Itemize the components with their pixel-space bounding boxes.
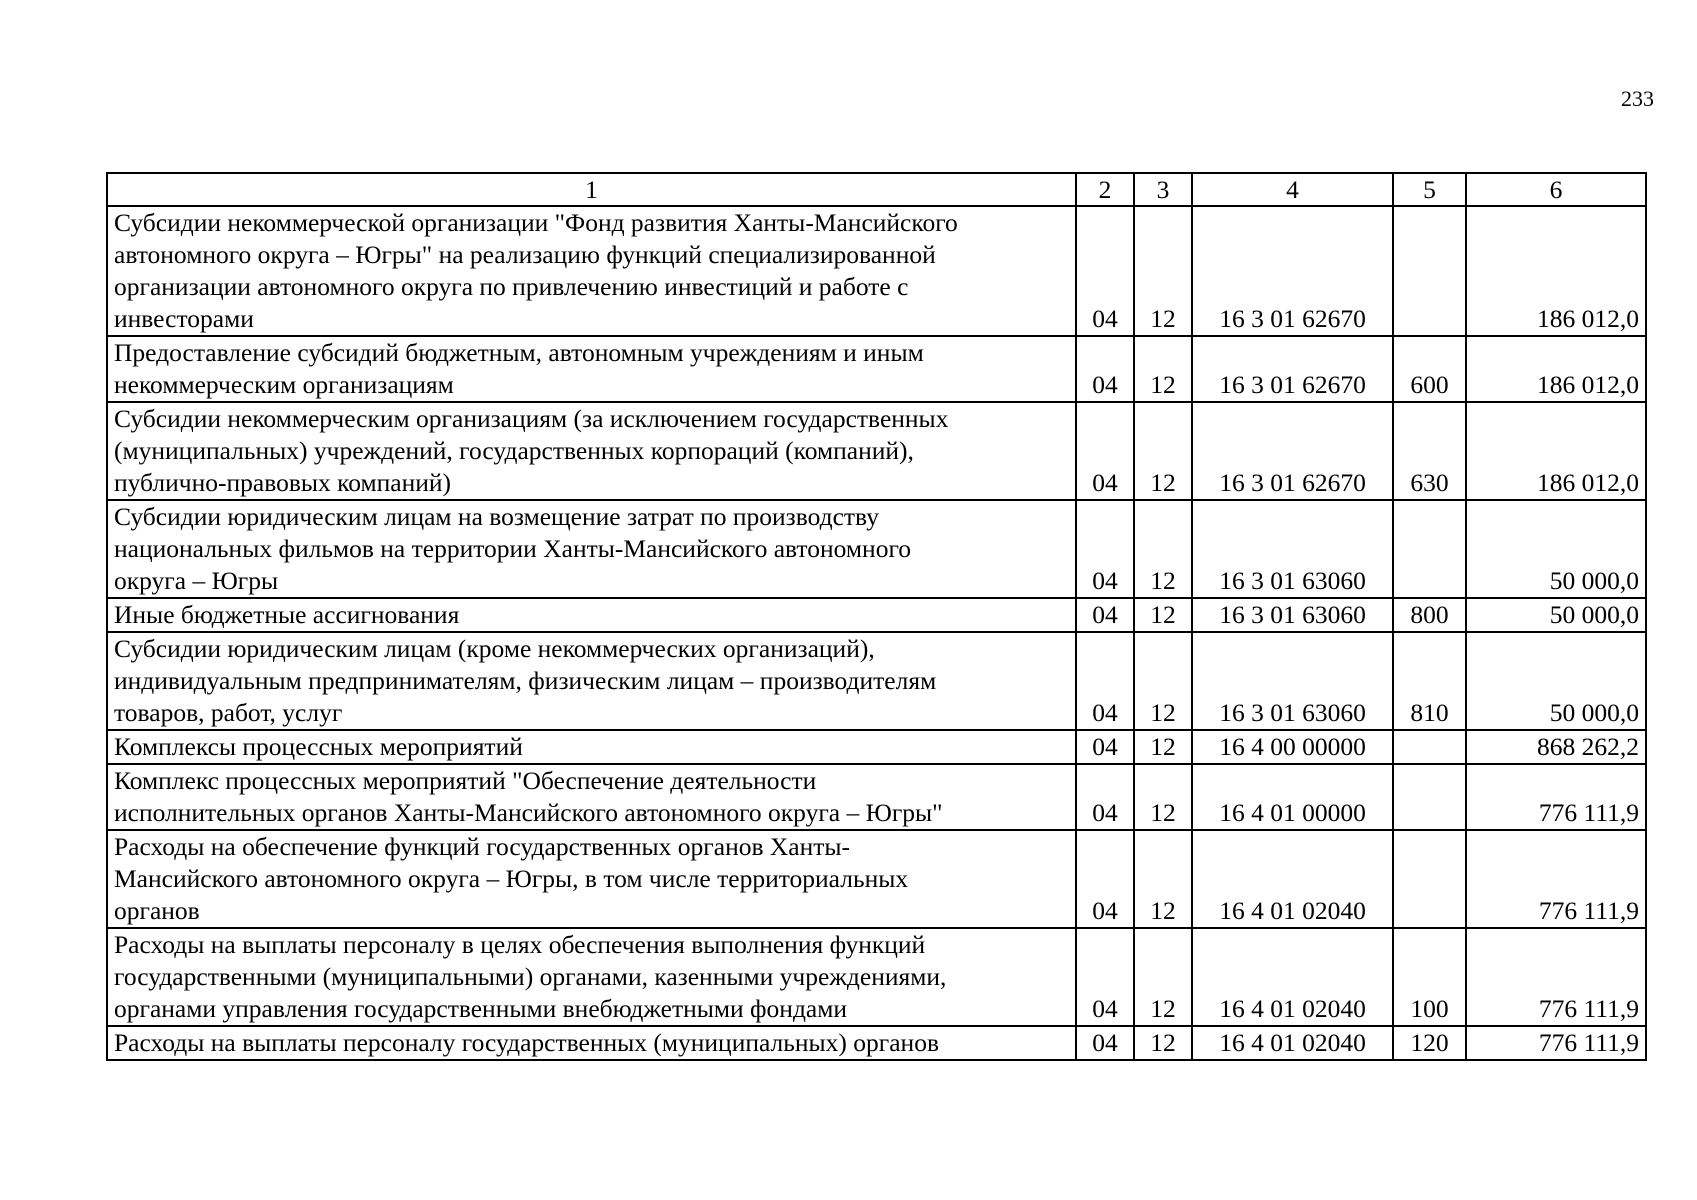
target-code-cell: 16 4 01 02040 [1192, 1026, 1393, 1060]
target-code-cell: 16 4 01 02040 [1192, 928, 1393, 1026]
table-row [107, 764, 1646, 830]
target-code-cell: 16 3 01 62670 [1192, 402, 1393, 500]
expense-type-cell [1393, 730, 1466, 764]
subsection-cell: 12 [1134, 928, 1192, 1026]
table-row [107, 1026, 1646, 1060]
description-line: (муниципальных) учреждений, государственных корпораций (компаний), [114, 436, 914, 465]
section-cell: 04 [1076, 928, 1134, 1026]
amount-cell: 776 111,9 [1466, 764, 1646, 830]
description-line: национальных фильмов на территории Ханты-Мансийского автономного [114, 534, 912, 563]
description-cell [107, 1026, 1076, 1060]
table-row [107, 830, 1646, 928]
header-cell: 2 [1076, 173, 1134, 206]
section-cell: 04 [1076, 598, 1134, 632]
header-cell: 5 [1393, 173, 1466, 206]
description-cell [107, 500, 1076, 598]
expense-type-cell [1393, 830, 1466, 928]
table-row [107, 928, 1646, 1026]
description-cell [107, 928, 1076, 1026]
section-cell: 04 [1076, 730, 1134, 764]
description-line: организации автономного округа по привлечению инвестиций и работе с [114, 272, 909, 301]
page-number: 233 [1621, 86, 1654, 111]
description-cell [107, 632, 1076, 730]
table-row [107, 500, 1646, 598]
subsection-cell: 12 [1134, 500, 1192, 598]
header-cell: 6 [1466, 173, 1646, 206]
expense-type-cell: 100 [1393, 928, 1466, 1026]
description-line: публично-правовых компаний) [114, 468, 452, 497]
expense-type-cell [1393, 500, 1466, 598]
description-line: Субсидии юридическим лицам (кроме некоммерческих организаций), [114, 634, 875, 663]
expense-type-cell: 800 [1393, 598, 1466, 632]
description-line: Субсидии юридическим лицам на возмещение затрат по производству [114, 502, 879, 531]
section-cell: 04 [1076, 764, 1134, 830]
subsection-cell: 12 [1134, 730, 1192, 764]
header-cell: 3 [1134, 173, 1192, 206]
table-row [107, 598, 1646, 632]
expense-type-cell [1393, 764, 1466, 830]
amount-cell: 776 111,9 [1466, 928, 1646, 1026]
target-code-cell: 16 3 01 63060 [1192, 500, 1393, 598]
section-cell: 04 [1076, 336, 1134, 402]
header-cell: 1 [107, 173, 1076, 206]
subsection-cell: 12 [1134, 830, 1192, 928]
section-cell: 04 [1076, 402, 1134, 500]
subsection-cell: 12 [1134, 402, 1192, 500]
target-code-cell: 16 3 01 63060 [1192, 632, 1393, 730]
description-line: Комплексы процессных мероприятий [114, 732, 523, 761]
expense-type-cell: 810 [1393, 632, 1466, 730]
subsection-cell: 12 [1134, 336, 1192, 402]
description-line: Субсидии некоммерческим организациям (за исключением государственных [114, 404, 949, 433]
description-cell [107, 830, 1076, 928]
subsection-cell: 12 [1134, 598, 1192, 632]
subsection-cell: 12 [1134, 764, 1192, 830]
amount-cell: 868 262,2 [1466, 730, 1646, 764]
description-line: Расходы на выплаты персоналу государственных (муниципальных) органов [114, 1028, 939, 1057]
description-line: Субсидии некоммерческой организации "Фонд развития Ханты-Мансийского [114, 208, 958, 237]
description-line: товаров, работ, услуг [114, 698, 343, 727]
table-row [107, 632, 1646, 730]
table-body [107, 206, 1646, 1060]
amount-cell: 186 012,0 [1466, 402, 1646, 500]
description-line: некоммерческим организациям [114, 370, 454, 399]
target-code-cell: 16 4 01 00000 [1192, 764, 1393, 830]
header-row [107, 173, 1646, 206]
description-line: государственными (муниципальными) органами, казенными учреждениями, [114, 962, 947, 991]
section-cell: 04 [1076, 632, 1134, 730]
target-code-cell: 16 3 01 63060 [1192, 598, 1393, 632]
expense-type-cell: 600 [1393, 336, 1466, 402]
target-code-cell: 16 4 00 00000 [1192, 730, 1393, 764]
budget-table [106, 172, 1647, 1061]
section-cell: 04 [1076, 500, 1134, 598]
amount-cell: 776 111,9 [1466, 1026, 1646, 1060]
description-cell [107, 336, 1076, 402]
amount-cell: 776 111,9 [1466, 830, 1646, 928]
description-line: органами управления государственными внебюджетными фондами [114, 994, 848, 1023]
subsection-cell: 12 [1134, 632, 1192, 730]
target-code-cell: 16 3 01 62670 [1192, 206, 1393, 336]
header-cell: 4 [1192, 173, 1393, 206]
amount-cell: 50 000,0 [1466, 598, 1646, 632]
description-line: Расходы на обеспечение функций государственных органов Ханты- [114, 832, 851, 861]
table-row [107, 730, 1646, 764]
expense-type-cell [1393, 206, 1466, 336]
description-line: Расходы на выплаты персоналу в целях обеспечения выполнения функций [114, 930, 926, 959]
section-cell: 04 [1076, 206, 1134, 336]
description-line: исполнительных органов Ханты-Мансийского автономного округа – Югры" [114, 798, 943, 827]
amount-cell: 50 000,0 [1466, 500, 1646, 598]
amount-cell: 186 012,0 [1466, 336, 1646, 402]
table-row [107, 336, 1646, 402]
amount-cell: 186 012,0 [1466, 206, 1646, 336]
table-row [107, 206, 1646, 336]
description-line: инвесторами [114, 304, 254, 333]
description-line: Мансийского автономного округа – Югры, в том числе территориальных [114, 864, 909, 893]
description-cell [107, 764, 1076, 830]
description-line: индивидуальным предпринимателям, физическим лицам – производителям [114, 666, 937, 695]
target-code-cell: 16 3 01 62670 [1192, 336, 1393, 402]
section-cell: 04 [1076, 1026, 1134, 1060]
description-line: Предоставление субсидий бюджетным, автономным учреждениям и иным [114, 338, 924, 367]
description-cell [107, 206, 1076, 336]
subsection-cell: 12 [1134, 1026, 1192, 1060]
description-line: Иные бюджетные ассигнования [114, 600, 460, 629]
section-cell: 04 [1076, 830, 1134, 928]
subsection-cell: 12 [1134, 206, 1192, 336]
description-line: округа – Югры [114, 566, 279, 595]
expense-type-cell: 630 [1393, 402, 1466, 500]
expense-type-cell: 120 [1393, 1026, 1466, 1060]
description-cell [107, 730, 1076, 764]
description-line: органов [114, 896, 200, 925]
target-code-cell: 16 4 01 02040 [1192, 830, 1393, 928]
amount-cell: 50 000,0 [1466, 632, 1646, 730]
description-line: автономного округа – Югры" на реализацию функций специализированной [114, 240, 936, 269]
description-cell [107, 402, 1076, 500]
description-cell [107, 598, 1076, 632]
description-line: Комплекс процессных мероприятий "Обеспечение деятельности [114, 766, 817, 795]
table-row [107, 402, 1646, 500]
